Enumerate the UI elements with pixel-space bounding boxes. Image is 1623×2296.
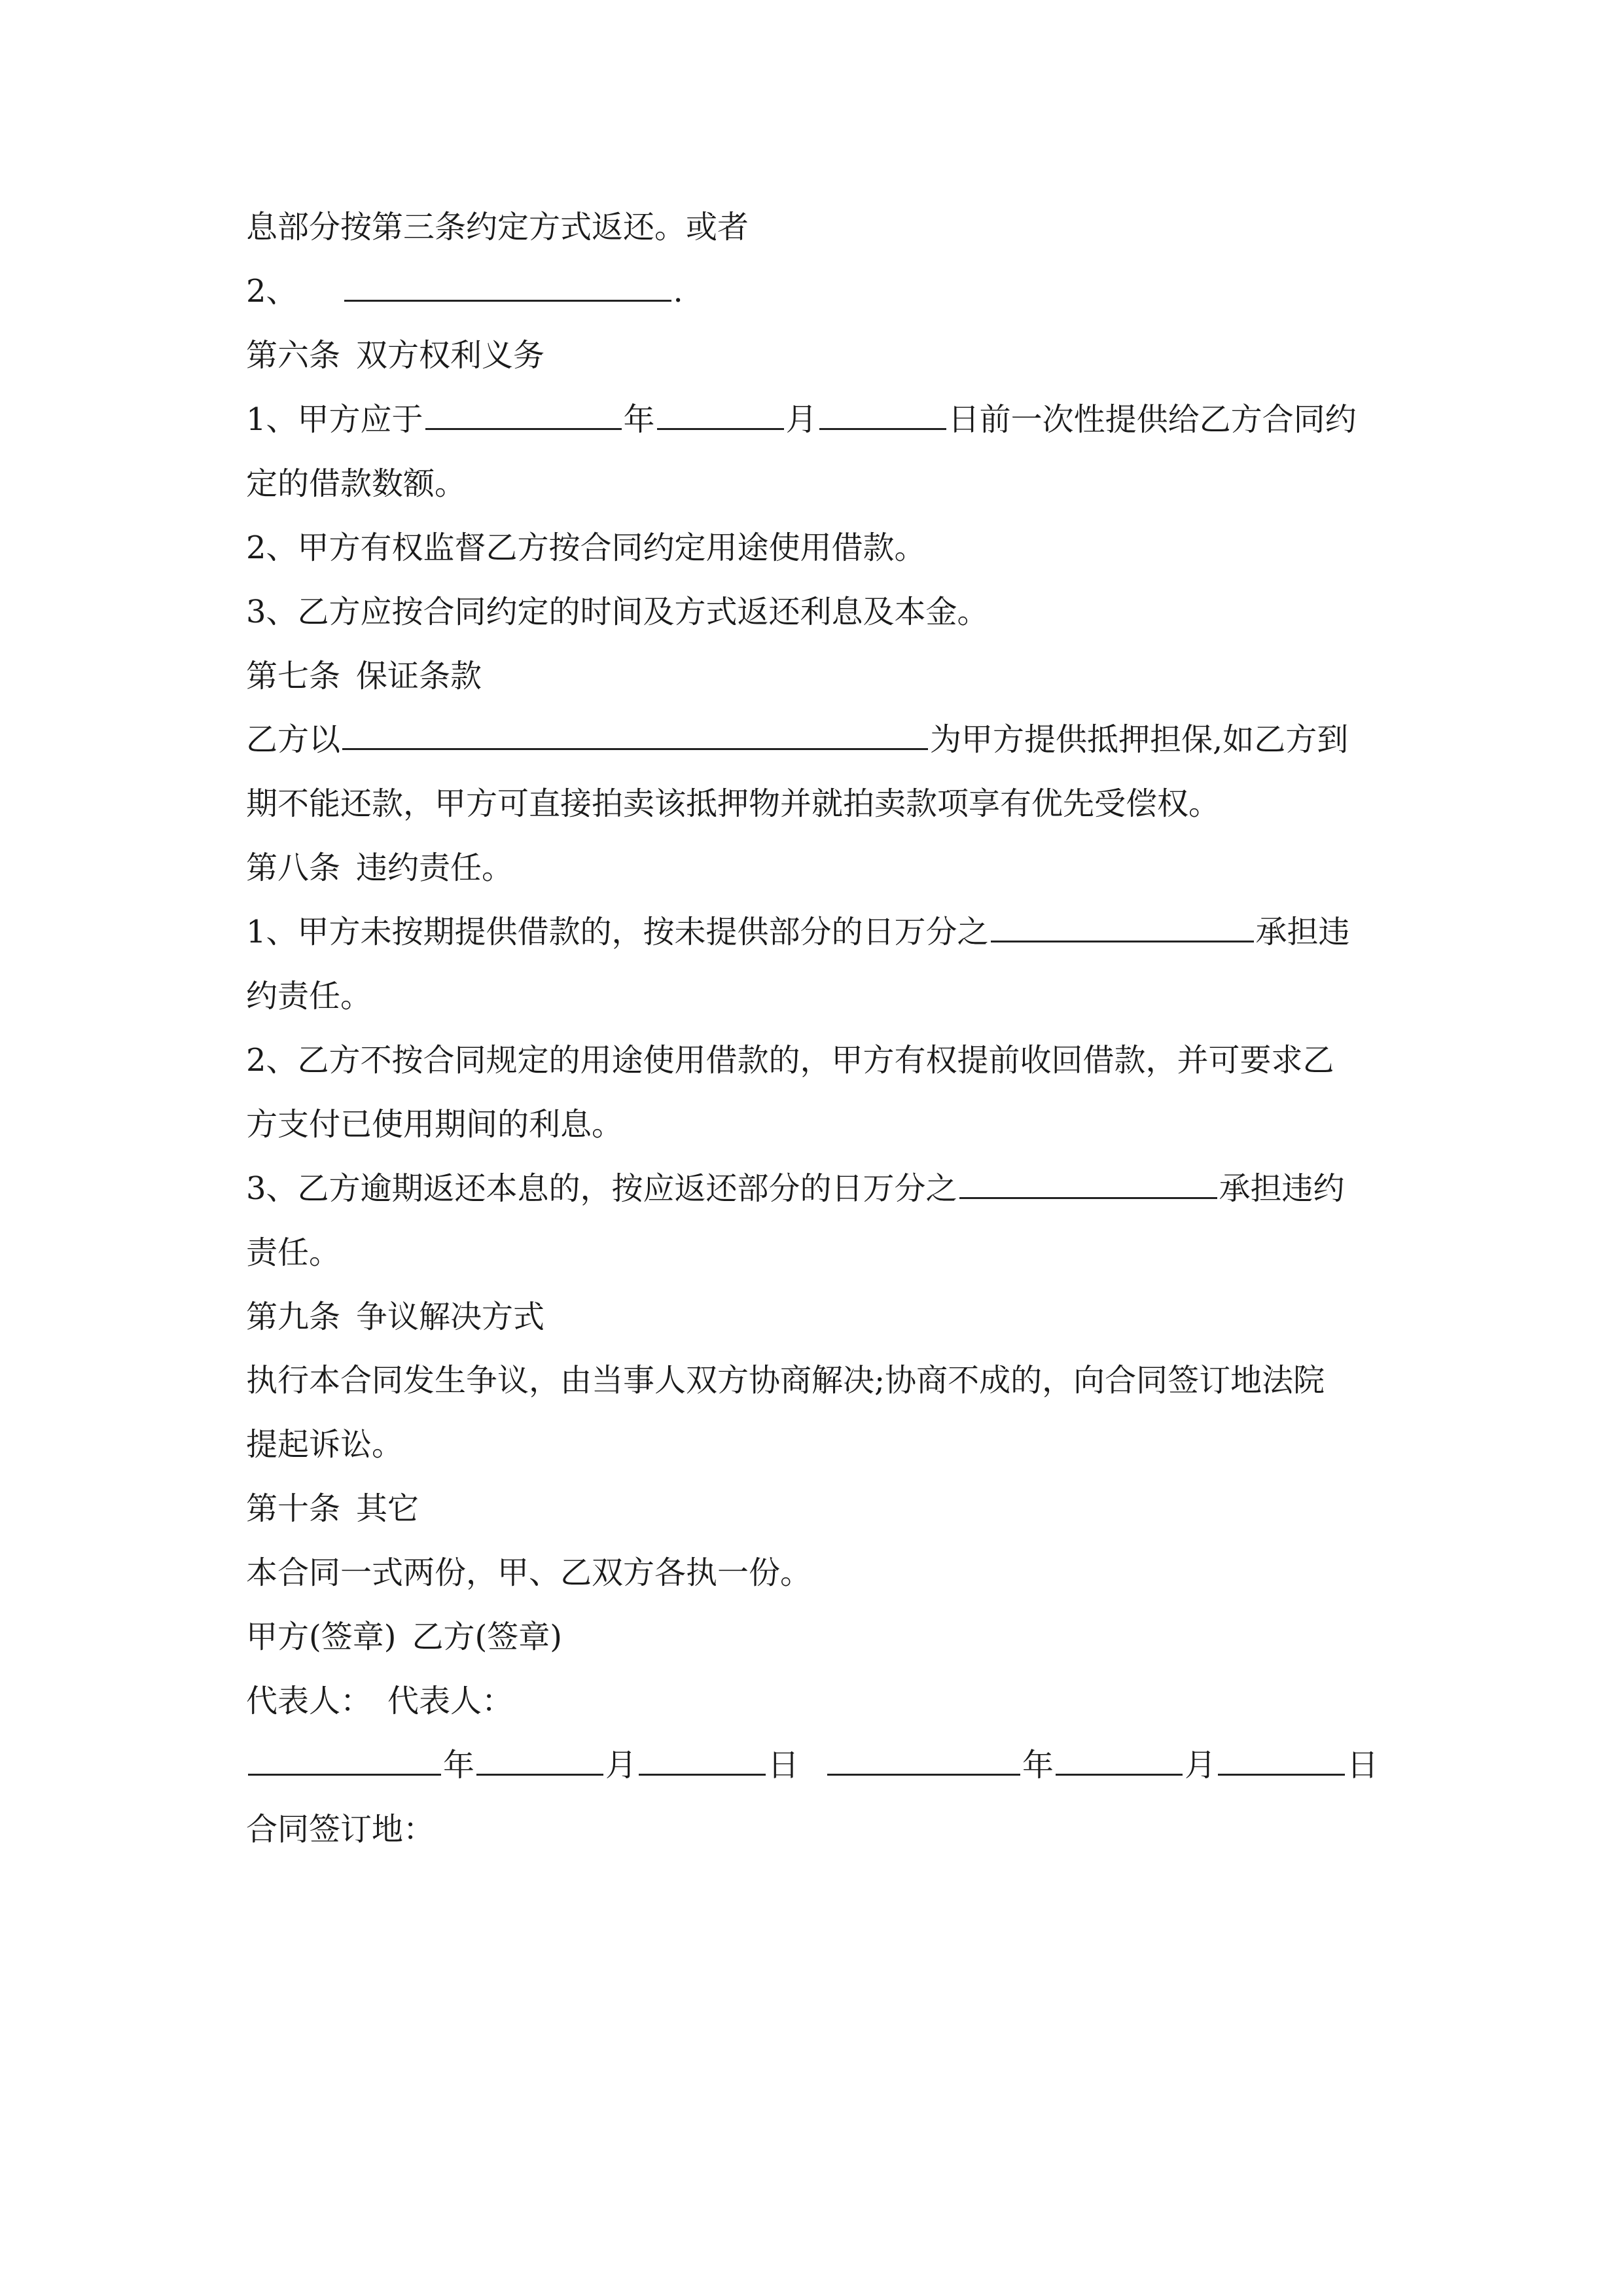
text-line xyxy=(246,265,683,317)
representative-line xyxy=(246,1675,513,1727)
paragraph-text: 本合同一式两份，甲、乙双方各执一份。 xyxy=(246,1554,812,1591)
year-label: 年 xyxy=(1022,1747,1054,1784)
article-number: 第八条 xyxy=(246,850,341,886)
paragraph-text: 3、乙方应按合同约定的时间及方式返还利息及本金。 xyxy=(246,594,989,630)
paragraph-text: 为甲方提供抵押担保,如乙方到 xyxy=(930,721,1349,758)
text-line xyxy=(246,522,926,574)
article-title: 争议解决方式 xyxy=(356,1299,545,1335)
paragraph-text: 承担违约 xyxy=(1219,1170,1345,1207)
text-line xyxy=(246,1803,435,1856)
blank-field xyxy=(827,1741,1020,1776)
party-b-representative-label: 代表人： xyxy=(387,1683,514,1719)
paragraph-text: 日前一次性提供给乙方合同约 xyxy=(948,401,1357,438)
text-line xyxy=(246,1162,1345,1215)
text-line xyxy=(246,778,1220,830)
paragraph-text: 责任。 xyxy=(246,1234,341,1271)
text-line xyxy=(246,201,749,253)
article-number: 第九条 xyxy=(246,1299,341,1335)
blank-field xyxy=(1056,1741,1183,1776)
year-label: 年 xyxy=(623,401,655,438)
item-number: 2、 xyxy=(246,273,298,310)
month-label: 月 xyxy=(605,1747,637,1784)
paragraph-text: 定的借款数额。 xyxy=(246,465,467,502)
paragraph-text: 方支付已使用期间的利息。 xyxy=(246,1106,624,1143)
article-heading xyxy=(246,650,482,702)
signing-place-label: 合同签订地： xyxy=(246,1811,435,1848)
party-b-signature-label: 乙方(签章) xyxy=(412,1619,562,1655)
blank-field xyxy=(991,908,1254,942)
article-number: 第六条 xyxy=(246,337,341,374)
day-label: 日 xyxy=(1347,1747,1379,1784)
blank-field xyxy=(657,395,784,430)
paragraph-text: 1、甲方未按期提供借款的，按未提供部分的日万分之 xyxy=(246,914,989,950)
paragraph-text: 提起诉讼。 xyxy=(246,1426,404,1463)
month-label: 月 xyxy=(785,401,817,438)
paragraph-text: 3、乙方逾期返还本息的，按应返还部分的日万分之 xyxy=(246,1170,957,1207)
text-line xyxy=(246,906,1350,958)
text-line xyxy=(246,1418,403,1471)
article-heading xyxy=(246,842,513,894)
blank-field xyxy=(248,1741,441,1776)
day-label: 日 xyxy=(768,1747,800,1784)
year-label: 年 xyxy=(443,1747,475,1784)
text-line xyxy=(246,1098,623,1151)
text-line xyxy=(246,1547,812,1599)
paragraph-text: 乙方以 xyxy=(246,721,341,758)
text-line xyxy=(246,1034,1334,1086)
signature-line xyxy=(246,1611,562,1663)
paragraph-text: 执行本合同发生争议，由当事人双方协商解决;协商不成的，向合同签订地法院 xyxy=(246,1362,1325,1399)
article-heading xyxy=(246,1482,419,1535)
blank-field xyxy=(639,1741,766,1776)
party-a-signature-label: 甲方(签章) xyxy=(246,1619,397,1655)
paragraph-text: 息部分按第三条约定方式返还。或者 xyxy=(246,209,749,245)
article-title: 其它 xyxy=(356,1490,419,1527)
text-line xyxy=(246,970,372,1022)
text-line xyxy=(246,457,466,510)
blank-field xyxy=(819,395,946,430)
blank-field xyxy=(342,715,928,750)
month-label: 月 xyxy=(1185,1747,1217,1784)
article-number: 第七条 xyxy=(246,658,341,694)
paragraph-text: 期不能还款，甲方可直接拍卖该抵押物并就拍卖款项享有优先受偿权。 xyxy=(246,785,1221,822)
paragraph-text: 2、乙方不按合同规定的用途使用借款的，甲方有权提前收回借款，并可要求乙 xyxy=(246,1042,1334,1079)
paragraph-text: 1、甲方应于 xyxy=(246,401,423,438)
article-title: 双方权利义务 xyxy=(356,337,545,374)
blank-field xyxy=(1218,1741,1345,1776)
paragraph-text: 2、甲方有权监督乙方按合同约定用途使用借款。 xyxy=(246,529,926,566)
article-title: 保证条款 xyxy=(356,658,482,694)
text-line xyxy=(246,586,989,638)
text-line xyxy=(246,393,1357,446)
article-title: 违约责任。 xyxy=(356,850,514,886)
article-heading xyxy=(246,329,544,382)
blank-field xyxy=(425,395,622,430)
period: . xyxy=(673,273,683,310)
blank-field xyxy=(959,1164,1217,1199)
date-line xyxy=(246,1739,1378,1791)
article-heading xyxy=(246,1291,544,1343)
blank-field xyxy=(476,1741,603,1776)
blank-field xyxy=(344,267,671,302)
text-line xyxy=(246,1354,1325,1407)
text-line xyxy=(246,713,1348,766)
paragraph-text: 承担违 xyxy=(1255,914,1350,950)
party-a-representative-label: 代表人： xyxy=(246,1683,372,1719)
article-number: 第十条 xyxy=(246,1490,341,1527)
paragraph-text: 约责任。 xyxy=(246,978,372,1014)
text-line xyxy=(246,1227,340,1279)
